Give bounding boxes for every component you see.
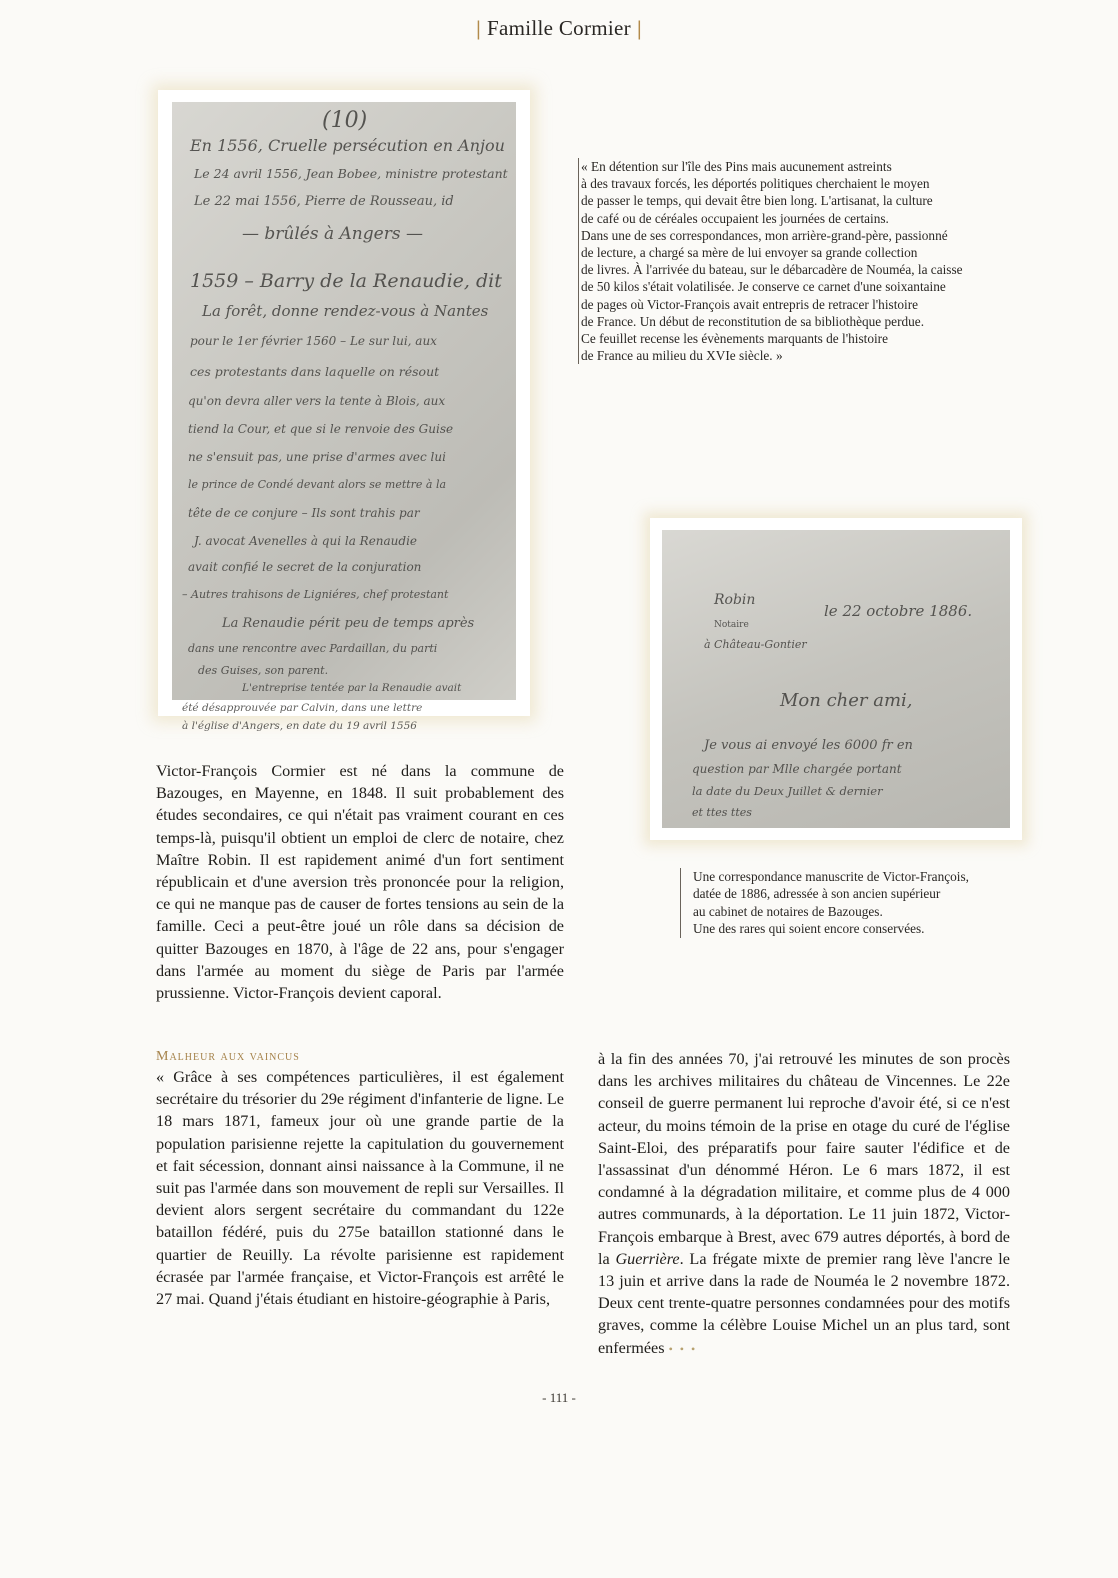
letter-line: la date du Deux Juillet & dernier	[692, 784, 883, 798]
handwritten-line: le prince de Condé devant alors se mettre à la	[188, 478, 447, 491]
letterhead-name: Robin	[714, 592, 756, 608]
quote-line: de café ou de céréales occupaient les journées de certains.	[581, 210, 889, 226]
manuscript-photo-1	[158, 90, 530, 732]
manuscript-paper-2	[662, 530, 1010, 828]
handwritten-line: des Guises, son parent.	[198, 664, 329, 677]
handwritten-line: J. avocat Avenelles à qui la Renaudie	[194, 534, 418, 548]
letter-line: question par Mlle chargée portant	[692, 762, 902, 776]
section-right-text-b: . La frégate mixte de premier rang lève l'ancre le 13 juin et arrive dans la rade de Nouméa le 2 novembre 1872. Deux cent trente-quatre personnes condamnées pour des motifs graves, comme la célèbre Louise Michel un an plus tard, sont enfermées	[598, 1249, 1010, 1357]
manuscript-paper-1	[172, 102, 516, 732]
section-right-column	[598, 1048, 1010, 1360]
intro-paragraph	[156, 760, 564, 1004]
quote-line: de lecture, a chargé sa mère de lui envoyer sa grande collection	[581, 245, 918, 261]
manuscript-photo-2	[650, 518, 1022, 840]
letter-line: et ttes ttes	[692, 806, 752, 819]
quote-line: à des travaux forcés, les déportés politiques cherchaient le moyen	[581, 176, 930, 192]
caption-line: Une des rares qui soient encore conservées.	[693, 921, 925, 937]
quote-line: Dans une de ses correspondances, mon arrière-grand-père, passionné	[581, 227, 948, 243]
handwritten-line: Le 22 mai 1556, Pierre de Rousseau, id	[194, 194, 454, 209]
quote-line: de France. Un début de reconstitution de sa bibliothèque perdue.	[581, 313, 925, 329]
letterhead-place: à Château-Gontier	[704, 638, 807, 651]
handwritten-line: tiend la Cour, et que si le renvoie des Guise	[188, 422, 454, 436]
handwritten-line: pour le 1er février 1560 – Le sur lui, aux	[190, 334, 437, 348]
handwritten-line: En 1556, Cruelle persécution en Anjou	[190, 136, 505, 155]
handwritten-line: tête de ce conjure – Ils sont trahis par	[188, 506, 420, 520]
section-right-paragraph	[598, 1048, 1010, 1360]
section-left-column	[156, 1048, 564, 1310]
intro-text: Victor-François Cormier est né dans la commune de Bazouges, en Mayenne, en 1848. Il suit probablement des études secondaires, ce qui n'était pas vraiment courant en ces temps-là, puisqu'il obtient un emploi de clerc de notaire, chez Maître Robin. Il est rapidement animé d'un fort sentiment républicain et d'une aversion très prononcée pour la religion, ce qui ne manque pas de causer de fortes tensions au sein de la famille. Ceci a peut-être joué un rôle dans sa décision de quitter Bazouges en 1870, à l'âge de 22 ans, pour s'engager dans l'armée au moment du siège de Paris par l'armée prussienne. Victor-François devient caporal.	[156, 762, 564, 1003]
header-bar-left: |	[476, 16, 482, 40]
handwritten-line: qu'on devra aller vers la tente à Blois, aux	[188, 394, 446, 408]
caption-line: Une correspondance manuscrite de Victor-François,	[693, 869, 969, 884]
quote-line: « En détention sur l'île des Pins mais aucunement astreints	[581, 159, 892, 174]
quote-line: de France au milieu du XVIe siècle. »	[581, 348, 783, 364]
quote-line: de livres. À l'arrivée du bateau, sur le débarcadère de Nouméa, la caisse	[581, 262, 963, 278]
caption-line: datée de 1886, adressée à son ancien supérieur	[693, 886, 941, 902]
handwritten-line: (10)	[322, 108, 368, 133]
caption-line: au cabinet de notaires de Bazouges.	[693, 903, 883, 919]
quote-line: de 50 kilos s'était volatilisée. Je conserve ce carnet d'une soixantaine	[581, 279, 946, 295]
handwritten-line: été désapprouvée par Calvin, dans une lettre	[182, 702, 423, 714]
section-title: Malheur aux vaincus	[156, 1049, 300, 1064]
letter-date: le 22 octobre 1886.	[824, 602, 973, 620]
quote-line: de passer le temps, qui devait être bien long. L'artisanat, la culture	[581, 193, 933, 209]
handwritten-line: ne s'ensuit pas, une prise d'armes avec lui	[188, 450, 446, 464]
handwritten-line: avait confié le secret de la conjuration	[188, 560, 422, 574]
ship-name: Guerrière	[615, 1249, 680, 1268]
quote-line: Ce feuillet recense les évènements marquants de l'histoire	[581, 331, 889, 347]
handwritten-line: La Renaudie périt peu de temps après	[222, 616, 475, 631]
header-title: Famille Cormier	[487, 16, 631, 40]
handwritten-line: La forêt, donne rendez-vous à Nantes	[202, 302, 489, 320]
handwritten-line: L'entreprise tentée par la Renaudie avait	[242, 682, 462, 694]
handwritten-line: 1559 – Barry de la Renaudie, dit	[190, 270, 502, 292]
letter-line: Je vous ai envoyé les 6000 fr en	[704, 738, 913, 753]
header-bar-right: |	[636, 16, 642, 40]
handwritten-line: – Autres trahisons de Ligniéres, chef protestant	[182, 588, 449, 601]
letter-salutation: Mon cher ami,	[780, 690, 913, 711]
handwritten-line: ces protestants dans laquelle on résout	[190, 364, 440, 379]
handwritten-line: à l'église d'Angers, en date du 19 avril 1556	[182, 720, 417, 732]
section-right-text-a: à la fin des années 70, j'ai retrouvé les minutes de son procès dans les archives militaires du château de Vincennes. Le 22e conseil de guerre permanent lui reproche d'avoir été, si ce n'est acteur, du moins témoin de la prise en otage du curé de l'église Saint-Eloi, des préparatifs pour faire sauter l'édifice et de l'assassinat d'un dénommé Héron. Le 6 mars 1872, il est condamné à la dégradation militaire, et comme plus de 4 000 autres communards, à la déportation. Le 11 juin 1872, Victor-François embarque à Brest, avec 679 autres déportés, à bord de la	[598, 1050, 1010, 1268]
quote-block	[578, 158, 1001, 364]
handwritten-line: Le 24 avril 1556, Jean Bobee, ministre protestant	[194, 166, 508, 181]
continuation-dots: • • •	[668, 1341, 698, 1356]
photo-caption	[680, 868, 1023, 938]
section-left-text: « Grâce à ses compétences particulières, il est également secrétaire du trésorier du 29e régiment d'infanterie de ligne. Le 18 mars 1871, fameux jour où une grande partie de la population parisienne rejette la capitulation du gouvernement et fait sécession, donnant ainsi naissance à la Commune, il ne suit pas l'armée dans son mouvement de repli sur Versailles. Il devient alors sergent secrétaire du commandant du 122e bataillon fédéré, puis du 275e bataillon stationné dans le quartier de Reuilly. La révolte parisienne est rapidement écrasée par l'armée française, et Victor-François est arrêté le 27 mai. Quand j'étais étudiant en histoire-géographie à Paris,	[156, 1068, 564, 1309]
page-number: - 111 -	[542, 1390, 576, 1405]
handwritten-line: — brûlés à Angers —	[242, 224, 423, 244]
quote-line: de pages où Victor-François avait entrepris de retracer l'histoire	[581, 296, 919, 312]
letterhead-title: Notaire	[714, 620, 749, 630]
handwritten-line: dans une rencontre avec Pardaillan, du parti	[188, 642, 438, 655]
page-header	[0, 16, 1118, 41]
